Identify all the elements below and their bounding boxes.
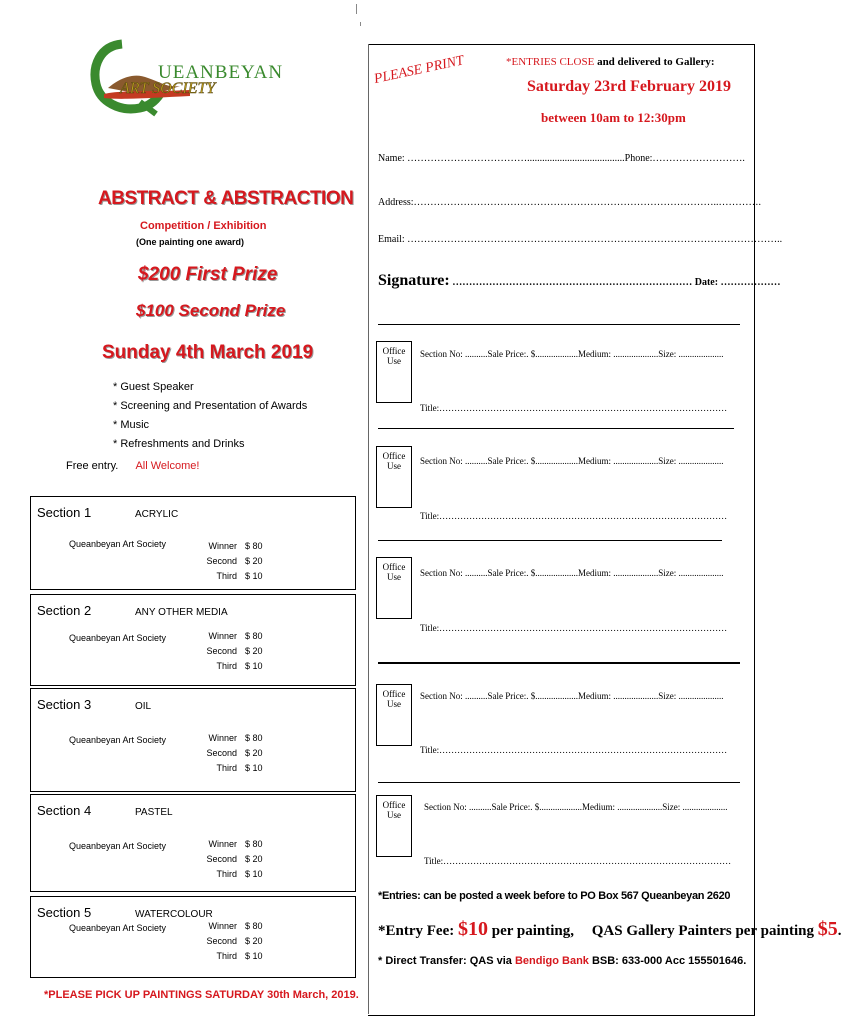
first-prize: $200 First Prize: [138, 264, 278, 285]
name-phone-field[interactable]: Name: ……………………………….......................................Phone:……………………….: [378, 153, 745, 164]
entry-fee-per: per painting,: [487, 923, 574, 939]
event-subtitle: Competition / Exhibition: [140, 220, 267, 232]
entries-close-suffix: and delivered to Gallery:: [594, 56, 715, 68]
event-note: (One painting one award): [136, 237, 245, 247]
section-medium: ACRYLIC: [135, 509, 179, 520]
second-prize: $100 Second Prize: [136, 301, 286, 320]
section-club: Queanbeyan Art Society: [69, 841, 167, 851]
crop-mark: [356, 4, 357, 14]
transfer-prefix: * Direct Transfer: QAS via: [378, 955, 515, 967]
free-entry: [66, 460, 199, 472]
divider: [378, 428, 734, 429]
section-medium: OIL: [135, 701, 152, 712]
section-club: Queanbeyan Art Society: [69, 923, 167, 933]
section-medium: ANY OTHER MEDIA: [135, 607, 228, 618]
entry-section-line[interactable]: Section No: ..........Sale Price:. $...................Medium: ....................Size: ....................: [420, 456, 724, 466]
section-title: Section 5: [37, 905, 92, 920]
entry-title-line[interactable]: Title:……………………………………………………………………………………: [420, 403, 728, 413]
all-welcome: All Welcome!: [135, 460, 200, 472]
section-club: Queanbeyan Art Society: [69, 539, 167, 549]
section-club: Queanbeyan Art Society: [69, 633, 167, 643]
entry-section-line[interactable]: Section No: ..........Sale Price:. $...................Medium: ....................Size: ....................: [420, 349, 724, 359]
event-date: Sunday 4th March 2019: [102, 342, 314, 363]
event-bullets: [113, 378, 307, 454]
section-box: [30, 896, 356, 978]
section-medium: PASTEL: [135, 807, 173, 818]
divider: [378, 662, 740, 664]
entries-close-prefix: *ENTRIES CLOSE: [506, 56, 595, 68]
transfer-bank: Bendigo Bank: [514, 955, 589, 967]
entry-title-line[interactable]: Title:……………………………………………………………………………………: [420, 623, 728, 633]
signature-line: ……………………………………………………………… Date: ………………: [449, 277, 781, 288]
transfer-suffix: BSB: 633-000 Acc 155501646.: [588, 955, 747, 967]
pickup-notice: *PLEASE PICK UP PAINTINGS SATURDAY 30th March, 2019.: [44, 989, 359, 1001]
section-prizes: Winner $ 80 Second $ 20 Third $ 10: [206, 631, 263, 671]
divider: [378, 782, 740, 783]
section-title: Section 2: [37, 603, 92, 618]
entries-close: [506, 56, 715, 68]
entry-fee: [378, 918, 841, 941]
entry-fee-amount: $10: [457, 918, 488, 940]
entry-section-line[interactable]: Section No: ..........Sale Price:. $...................Medium: ....................Size: ....................: [420, 568, 724, 578]
section-title: Section 3: [37, 697, 92, 712]
section-box: [30, 594, 356, 686]
section-title: Section 1: [37, 505, 92, 520]
section-prizes: Winner $ 80 Second $ 20 Third $ 10: [206, 921, 263, 961]
close-time: between 10am to 12:30pm: [541, 110, 686, 125]
bullet-item: * Refreshments and Drinks: [113, 438, 245, 450]
form-border: [368, 44, 755, 1016]
please-print: PLEASE PRINT: [372, 53, 466, 88]
email-field[interactable]: Email: …………………………………………………………………………………………………..: [378, 234, 783, 245]
section-prizes: Winner $ 80 Second $ 20 Third $ 10: [206, 541, 263, 581]
gallery-fee: QAS Gallery Painters per painting: [591, 923, 818, 939]
gallery-fee-amount: $5: [817, 918, 838, 940]
bullet-item: * Music: [113, 419, 150, 431]
section-box: [30, 794, 356, 892]
address-field[interactable]: Address:………………………………………………………………………………..………….: [378, 197, 762, 208]
signature-field[interactable]: [378, 272, 781, 290]
section-box: [30, 688, 356, 792]
logo-line2: ART SOCIETY: [120, 80, 216, 97]
office-use-box: Office Use: [376, 795, 412, 857]
divider: [378, 540, 722, 541]
event-title: ABSTRACT & ABSTRACTION: [98, 188, 354, 209]
section-prizes: Winner $ 80 Second $ 20 Third $ 10: [206, 733, 263, 773]
posting-info: *Entries: can be posted a week before to PO Box 567 Queanbeyan 2620: [378, 890, 731, 902]
bullet-item: * Screening and Presentation of Awards: [113, 400, 308, 412]
office-use-box: Office Use: [376, 341, 412, 403]
entry-section-line[interactable]: Section No: ..........Sale Price:. $...................Medium: ....................Size: ....................: [424, 802, 728, 812]
form-left-edge: [368, 44, 369, 1014]
section-club: Queanbeyan Art Society: [69, 735, 167, 745]
free-entry-text: Free entry.: [66, 460, 119, 472]
direct-transfer: [378, 955, 746, 967]
entry-title-line[interactable]: Title:……………………………………………………………………………………: [420, 511, 728, 521]
crop-mark: [360, 22, 361, 26]
section-title: Section 4: [37, 803, 92, 818]
entry-title-line[interactable]: Title:……………………………………………………………………………………: [424, 856, 732, 866]
office-use-box: Office Use: [376, 446, 412, 508]
signature-label: Signature:: [378, 272, 450, 289]
entry-fee-label: *Entry Fee:: [378, 923, 455, 939]
section-medium: WATERCOLOUR: [135, 909, 213, 920]
entry-title-line[interactable]: Title:……………………………………………………………………………………: [420, 745, 728, 755]
entry-section-line[interactable]: Section No: ..........Sale Price:. $...................Medium: ....................Size: ....................: [420, 691, 724, 701]
logo: [90, 38, 305, 118]
logo-line1: UEANBEYAN: [158, 62, 284, 83]
section-prizes: Winner $ 80 Second $ 20 Third $ 10: [206, 839, 263, 879]
office-use-box: Office Use: [376, 684, 412, 746]
section-box: [30, 496, 356, 590]
divider: [378, 324, 740, 325]
bullet-item: * Guest Speaker: [113, 381, 194, 393]
office-use-box: Office Use: [376, 557, 412, 619]
close-date: Saturday 23rd February 2019: [527, 78, 731, 95]
